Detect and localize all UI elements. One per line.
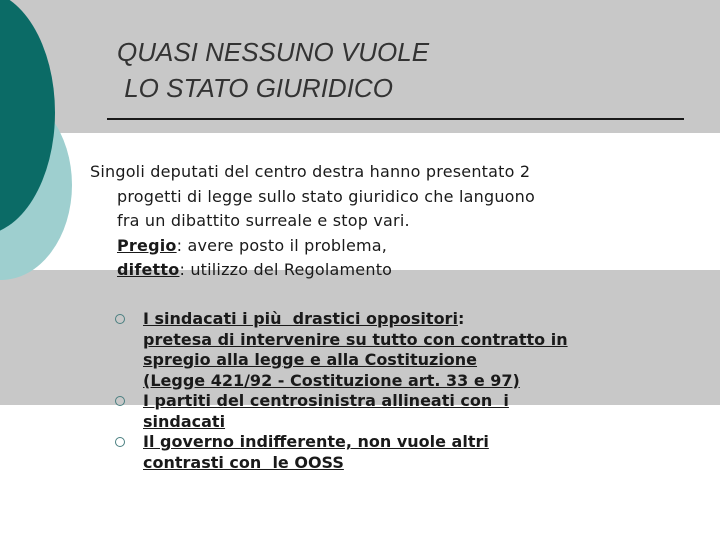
bullet-1-lead-suffix: : (457, 309, 465, 328)
bullet-1-lead-line (143, 309, 675, 330)
decorative-circles (0, 0, 80, 290)
bullet-1-line-1: pretesa di intervenire su tutto con contratto in (143, 329, 568, 349)
bullet-3-line-2: contrasti con le OOSS (143, 452, 344, 472)
bullet-3-line-1: Il governo indifferente, non vuole altri (143, 432, 489, 451)
difetto-label: difetto (117, 260, 180, 279)
bullet-1-lead: I sindacati i più drastici oppositori (143, 309, 458, 328)
bullet-1-line-2: spregio alla legge e alla Costituzione (143, 350, 478, 369)
hollow-circle-bullet-icon (115, 437, 125, 447)
intro-line-2: progetti di legge sullo stato giuridico che languono (117, 186, 535, 206)
pregio-text: : avere posto il problema, (176, 235, 388, 255)
intro-difetto-line (90, 258, 710, 283)
intro-line-1: Singoli deputati del centro destra hanno presentato 2 (90, 162, 531, 181)
intro-paragraph (90, 160, 710, 283)
title-divider (107, 118, 684, 120)
bullet-list (115, 309, 675, 473)
pregio-label: Pregio (117, 235, 177, 255)
hollow-circle-bullet-icon (115, 396, 125, 406)
slide-title (117, 34, 429, 106)
bullet-item-governo (115, 432, 675, 473)
intro-pregio-line (90, 234, 710, 259)
bullet-1-line-3: (Legge 421/92 - Costituzione art. 33 e 97) (143, 370, 520, 390)
difetto-text: : utilizzo del Regolamento (179, 260, 393, 279)
bullet-2-line-2: sindacati (143, 411, 226, 431)
intro-line-3: fra un dibattito surreale e stop vari. (117, 211, 410, 230)
bullet-item-partiti (115, 391, 675, 432)
bullet-item-sindacati (115, 309, 675, 391)
bullet-2-line-1: I partiti del centrosinistra allineati con i (143, 391, 509, 410)
slide-title-line-1: QUASI NESSUNO VUOLE (117, 37, 430, 67)
slide-title-line-2: LO STATO GIURIDICO (117, 73, 393, 103)
hollow-circle-bullet-icon (115, 314, 125, 324)
